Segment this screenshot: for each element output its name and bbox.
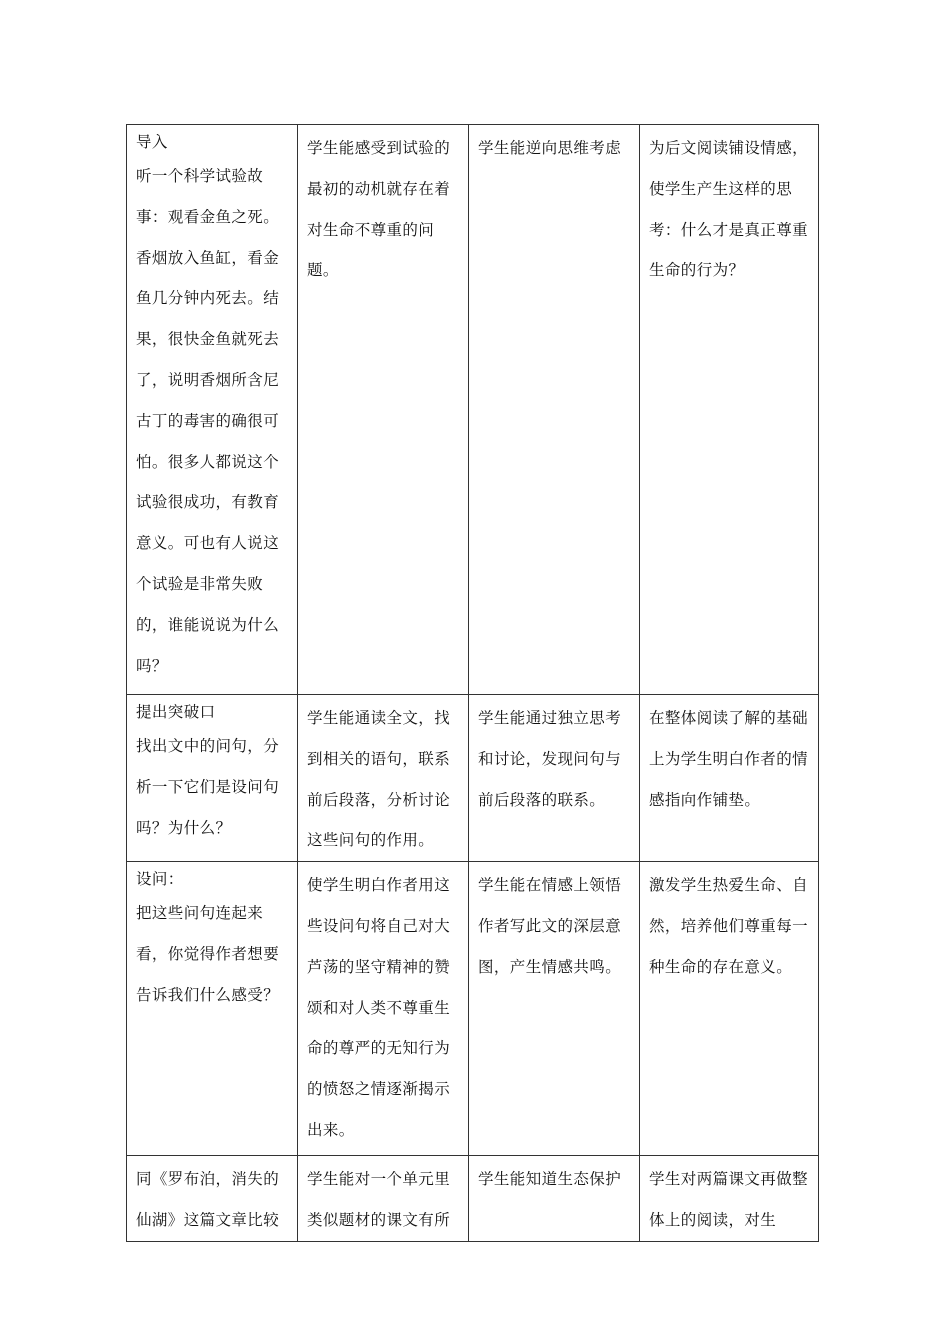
step-title: 提出突破口	[136, 703, 216, 721]
design-intent-cell: 学生对两篇课文再做整体上的阅读，对生	[640, 1156, 819, 1242]
teaching-step-cell	[127, 695, 298, 862]
step-content: 把这些问句连起来看，你觉得作者想要告诉我们什么感受？	[136, 904, 280, 1004]
design-intent-cell: 为后文阅读铺设情感，使学生产生这样的思考：什么才是真正尊重生命的行为？	[640, 125, 819, 695]
student-activity-cell: 学生能感受到试验的最初的动机就存在着对生命不尊重的问题。	[298, 125, 469, 695]
step-title: 导入	[136, 133, 168, 151]
ability-cell: 学生能知道生态保护	[469, 1156, 640, 1242]
ability-cell: 学生能逆向思维考虑	[469, 125, 640, 695]
table-row	[127, 862, 819, 1156]
ability-cell: 学生能通过独立思考和讨论，发现问句与前后段落的联系。	[469, 695, 640, 862]
table-row	[127, 125, 819, 695]
teaching-step-cell	[127, 862, 298, 1156]
student-activity-cell: 学生能通读全文，找到相关的语句，联系前后段落，分析讨论这些问句的作用。	[298, 695, 469, 862]
table-row	[127, 695, 819, 862]
student-activity-cell: 学生能对一个单元里类似题材的课文有所	[298, 1156, 469, 1242]
student-activity-cell: 使学生明白作者用这些设问句将自己对大芦荡的坚守精神的赞颂和对人类不尊重生命的尊严的无知行为的愤怒之情逐渐揭示出来。	[298, 862, 469, 1156]
step-title: 设问：	[136, 870, 184, 889]
step-content: 找出文中的问句，分析一下它们是设问句吗？为什么？	[136, 737, 280, 837]
table-row	[127, 1156, 819, 1242]
step-content: 同《罗布泊，消失的仙湖》这篇文章比较	[136, 1170, 280, 1229]
design-intent-cell: 激发学生热爱生命、自然，培养他们尊重每一种生命的存在意义。	[640, 862, 819, 1156]
design-intent-cell: 在整体阅读了解的基础上为学生明白作者的情感指向作铺垫。	[640, 695, 819, 862]
teaching-step-cell	[127, 125, 298, 695]
teaching-step-cell	[127, 1156, 298, 1242]
ability-cell: 学生能在情感上领悟作者写此文的深层意图，产生情感共鸣。	[469, 862, 640, 1156]
step-content: 听一个科学试验故事：观看金鱼之死。香烟放入鱼缸，看金鱼几分钟内死去。结果，很快金鱼就死去了，说明香烟所含尼古丁的毒害的确很可怕。很多人都说这个试验很成功，有教育意义。可也有人说这个试验是非常失败的，谁能说说为什么吗？	[136, 167, 280, 675]
lesson-plan-table	[126, 124, 819, 1242]
